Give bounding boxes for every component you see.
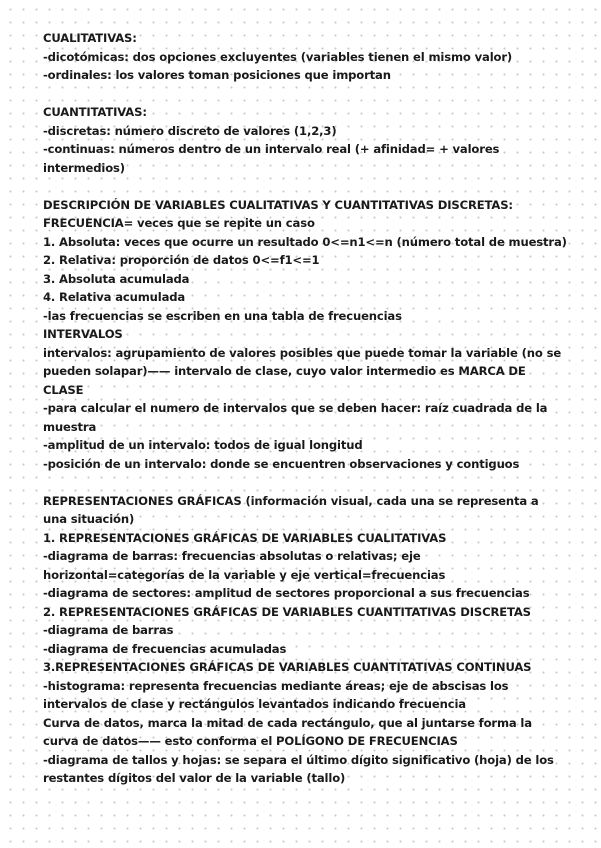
text-line: 3. Absoluta acumulada xyxy=(43,271,190,286)
text-line: -diagrama de frecuencias acumuladas xyxy=(43,641,287,656)
text-line: -discretas: número discreto de valores (1,2,3) xyxy=(43,123,337,138)
text-line: 1. Absoluta: veces que ocurre un resultado 0<=n1<=n (número total de muestra) xyxy=(43,234,567,249)
text-line: -continuas: números dentro de un intervalo real (+ afinidad= + valores xyxy=(43,142,500,156)
text-line: 2. Relativa: proporción de datos 0<=f1<=1 xyxy=(43,253,320,267)
text-line: 4. Relativa acumulada xyxy=(43,290,186,304)
text-line: FRECUENCIA= veces que se repite un caso xyxy=(43,216,315,230)
section-cuantitativas xyxy=(43,103,568,177)
text-line: curva de datos—— esto conforma el POLÍGONO DE FRECUENCIAS xyxy=(43,734,458,748)
heading-descripcion: DESCRIPCIÓN DE VARIABLES CUALITATIVAS Y CUANTITATIVAS DISCRETAS: xyxy=(43,197,513,212)
subheading-discretas: 2. REPRESENTACIONES GRÁFICAS DE VARIABLES CUANTITATIVAS DISCRETAS xyxy=(43,604,531,619)
text-line: -histograma: representa frecuencias mediante áreas; eje de abscisas los xyxy=(43,678,509,693)
section-cualitativas xyxy=(43,29,568,85)
text-line: -diagrama de barras xyxy=(43,623,174,637)
subheading-cualitativas: 1. REPRESENTACIONES GRÁFICAS DE VARIABLES CUALITATIVAS xyxy=(43,530,447,545)
text-line: -ordinales: los valores toman posiciones que importan xyxy=(43,68,391,82)
text-line: muestra xyxy=(43,419,97,434)
text-line: horizontal=categorías de la variable y eje vertical=frecuencias xyxy=(43,567,446,582)
text-line: -diagrama de sectores: amplitud de sectores proporcional a sus frecuencias xyxy=(43,586,530,600)
text-line: CLASE xyxy=(43,382,84,397)
section-representaciones xyxy=(43,492,568,788)
heading-cuantitativas: CUANTITATIVAS: xyxy=(43,105,147,119)
text-line: Curva de datos, marca la mitad de cada rectángulo, que al juntarse forma la xyxy=(43,715,532,730)
heading-cualitativas: CUALITATIVAS: xyxy=(43,31,137,45)
text-line: intermedios) xyxy=(43,160,125,175)
heading-intervalos: INTERVALOS xyxy=(43,327,123,341)
spacer xyxy=(43,473,568,492)
text-line: una situación) xyxy=(43,512,135,526)
text-line: -dicotómicas: dos opciones excluyentes (variables tienen el mismo valor) xyxy=(43,49,513,64)
heading-representaciones: REPRESENTACIONES GRÁFICAS (información visual, cada una se representa a xyxy=(43,493,539,508)
section-descripcion xyxy=(43,196,568,474)
text-line: intervalos: agrupamiento de valores posibles que puede tomar la variable (no se xyxy=(43,345,562,360)
spacer xyxy=(43,85,568,104)
text-line: pueden solapar)—— intervalo de clase, cuyo valor intermedio es MARCA DE xyxy=(43,364,526,378)
text-line: -posición de un intervalo: donde se encuentren observaciones y contiguos xyxy=(43,456,520,471)
text-line: -las frecuencias se escriben en una tabla de frecuencias xyxy=(43,308,402,323)
text-line: -para calcular el numero de intervalos que se deben hacer: raíz cuadrada de la xyxy=(43,401,548,415)
spacer xyxy=(43,177,568,196)
text-line: -diagrama de tallos y hojas: se separa el último dígito significativo (hoja) de los xyxy=(43,752,554,767)
text-line: -diagrama de barras: frecuencias absolutas o relativas; eje xyxy=(43,549,421,563)
text-line: -amplitud de un intervalo: todos de igual longitud xyxy=(43,438,363,452)
notes-body xyxy=(43,29,568,788)
subheading-continuas: 3.REPRESENTACIONES GRÁFICAS DE VARIABLES CUANTITATIVAS CONTINUAS xyxy=(43,660,532,674)
text-line: intervalos de clase y rectángulos levantados indicando frecuencia xyxy=(43,697,466,711)
text-line: restantes dígitos del valor de la variable (tallo) xyxy=(43,771,346,785)
